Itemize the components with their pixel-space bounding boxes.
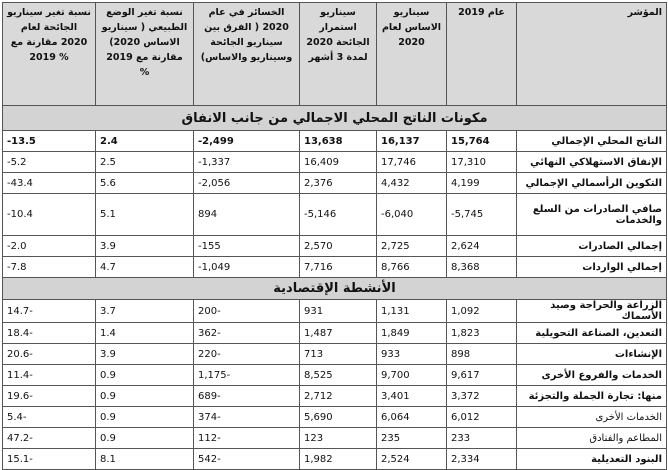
row-value: -5,146: [300, 194, 377, 236]
indicators-table: [2, 2, 667, 470]
row-label: إجمالي الصادرات: [517, 236, 667, 257]
section-title: الأنشطة الإقتصادية: [3, 278, 667, 300]
row-value: 3.9: [96, 344, 194, 365]
table-row: [3, 194, 667, 236]
row-value: 11.4-: [3, 365, 96, 386]
table-row: [3, 428, 667, 449]
row-label: الناتج المحلي الإجمالي: [517, 131, 667, 152]
row-value: 2.5: [96, 152, 194, 173]
row-value: 9,700: [377, 365, 447, 386]
row-value: -43.4: [3, 173, 96, 194]
row-value: 2,570: [300, 236, 377, 257]
row-value: 2,725: [377, 236, 447, 257]
table-row: [3, 152, 667, 173]
row-value: -7.8: [3, 257, 96, 278]
header-baseline-scenario: سيناريو الاساس لعام 2020: [377, 3, 447, 106]
row-value: 5.4-: [3, 407, 96, 428]
row-label: المطاعم والفنادق: [517, 428, 667, 449]
row-value: 15,764: [447, 131, 517, 152]
row-value: 898: [447, 344, 517, 365]
row-value: 542-: [194, 449, 300, 470]
row-value: 1,175-: [194, 365, 300, 386]
row-label: البنود التعديلية: [517, 449, 667, 470]
row-value: 374-: [194, 407, 300, 428]
row-value: 200-: [194, 300, 300, 323]
row-value: 2,334: [447, 449, 517, 470]
row-value: 19.6-: [3, 386, 96, 407]
row-label: الإنفاق الاستهلاكي النهائي: [517, 152, 667, 173]
table-row: [3, 323, 667, 344]
row-value: -1,049: [194, 257, 300, 278]
row-value: 2.4: [96, 131, 194, 152]
row-value: 4,199: [447, 173, 517, 194]
table-row: [3, 300, 667, 323]
table-row: [3, 173, 667, 194]
row-label: الإنشاءات: [517, 344, 667, 365]
row-value: 3,372: [447, 386, 517, 407]
row-value: 1,092: [447, 300, 517, 323]
table-row: [3, 257, 667, 278]
row-value: 13,638: [300, 131, 377, 152]
row-value: 20.6-: [3, 344, 96, 365]
row-value: 235: [377, 428, 447, 449]
row-value: 2,524: [377, 449, 447, 470]
row-value: 18.4-: [3, 323, 96, 344]
row-value: -13.5: [3, 131, 96, 152]
row-value: 933: [377, 344, 447, 365]
row-value: 713: [300, 344, 377, 365]
row-value: 17,310: [447, 152, 517, 173]
row-value: 3,401: [377, 386, 447, 407]
header-pandemic-change: نسبة تغير سيناريو الجائحة لعام 2020 مقارنة مع 2019 %: [3, 3, 96, 106]
row-value: 6,064: [377, 407, 447, 428]
row-value: 2,624: [447, 236, 517, 257]
row-value: 362-: [194, 323, 300, 344]
section-header-activities: [3, 278, 667, 300]
row-value: 17,746: [377, 152, 447, 173]
table-row: [3, 407, 667, 428]
row-value: 7,716: [300, 257, 377, 278]
row-value: 2,376: [300, 173, 377, 194]
row-value: 1,487: [300, 323, 377, 344]
header-year-2019: عام 2019: [447, 3, 517, 106]
row-value: 16,137: [377, 131, 447, 152]
expenditure-rows: [3, 131, 667, 278]
header-row: [3, 3, 667, 106]
row-value: 4,432: [377, 173, 447, 194]
header-baseline-change: نسبة تغير الوضع الطبيعي ( سيناريو الاساس 2020) مقارنة مع 2019 %: [96, 3, 194, 106]
row-value: 0.9: [96, 386, 194, 407]
row-label: صافي الصادرات من السلع والخدمات: [517, 194, 667, 236]
table-row: [3, 131, 667, 152]
row-value: 220-: [194, 344, 300, 365]
row-value: 233: [447, 428, 517, 449]
row-value: -155: [194, 236, 300, 257]
row-value: 123: [300, 428, 377, 449]
row-label: الزراعة والحراجة وصيد الأسماك: [517, 300, 667, 323]
row-value: 894: [194, 194, 300, 236]
row-value: 8,766: [377, 257, 447, 278]
row-value: 8,368: [447, 257, 517, 278]
table-row: [3, 386, 667, 407]
row-value: 3.7: [96, 300, 194, 323]
row-value: 0.9: [96, 407, 194, 428]
row-value: 1,823: [447, 323, 517, 344]
row-label: التعدين، الصناعة التحويلية: [517, 323, 667, 344]
row-value: 15.1-: [3, 449, 96, 470]
row-value: 1,982: [300, 449, 377, 470]
row-value: 5.1: [96, 194, 194, 236]
header-pandemic-scenario: سيناريو استمرار الجائحة 2020 لمدة 3 أشهر: [300, 3, 377, 106]
row-value: 16,409: [300, 152, 377, 173]
table-row: [3, 449, 667, 470]
row-value: 5,690: [300, 407, 377, 428]
activity-rows: [3, 300, 667, 470]
row-value: -2.0: [3, 236, 96, 257]
row-value: -5,745: [447, 194, 517, 236]
row-value: 112-: [194, 428, 300, 449]
row-value: -6,040: [377, 194, 447, 236]
row-value: 3.9: [96, 236, 194, 257]
row-value: 1,131: [377, 300, 447, 323]
row-value: 0.9: [96, 428, 194, 449]
row-value: 8,525: [300, 365, 377, 386]
row-value: 1,849: [377, 323, 447, 344]
row-value: -5.2: [3, 152, 96, 173]
table-row: [3, 344, 667, 365]
row-value: 931: [300, 300, 377, 323]
section-header-expenditure: [3, 106, 667, 131]
row-label: الخدمات والفروع الأخرى: [517, 365, 667, 386]
row-value: 1.4: [96, 323, 194, 344]
row-label: الخدمات الأخرى: [517, 407, 667, 428]
row-value: -2,056: [194, 173, 300, 194]
row-value: -10.4: [3, 194, 96, 236]
header-losses: الخسائر في عام 2020 ( الفرق بين سيناريو الجائحة وسيناريو والاساس): [194, 3, 300, 106]
table-row: [3, 236, 667, 257]
row-value: 2,712: [300, 386, 377, 407]
row-value: 689-: [194, 386, 300, 407]
row-label: منها: تجارة الجملة والتجزئة: [517, 386, 667, 407]
row-value: 0.9: [96, 365, 194, 386]
row-value: 5.6: [96, 173, 194, 194]
table-row: [3, 365, 667, 386]
row-value: -1,337: [194, 152, 300, 173]
row-value: -2,499: [194, 131, 300, 152]
header-indicator: المؤشر: [517, 3, 667, 106]
row-label: إجمالي الواردات: [517, 257, 667, 278]
row-value: 14.7-: [3, 300, 96, 323]
row-value: 4.7: [96, 257, 194, 278]
section-title: مكونات الناتج المحلي الاجمالي من جانب الانفاق: [3, 106, 667, 131]
row-value: 6,012: [447, 407, 517, 428]
row-label: التكوين الرأسمالي الإجمالي: [517, 173, 667, 194]
row-value: 47.2-: [3, 428, 96, 449]
row-value: 8.1: [96, 449, 194, 470]
row-value: 9,617: [447, 365, 517, 386]
